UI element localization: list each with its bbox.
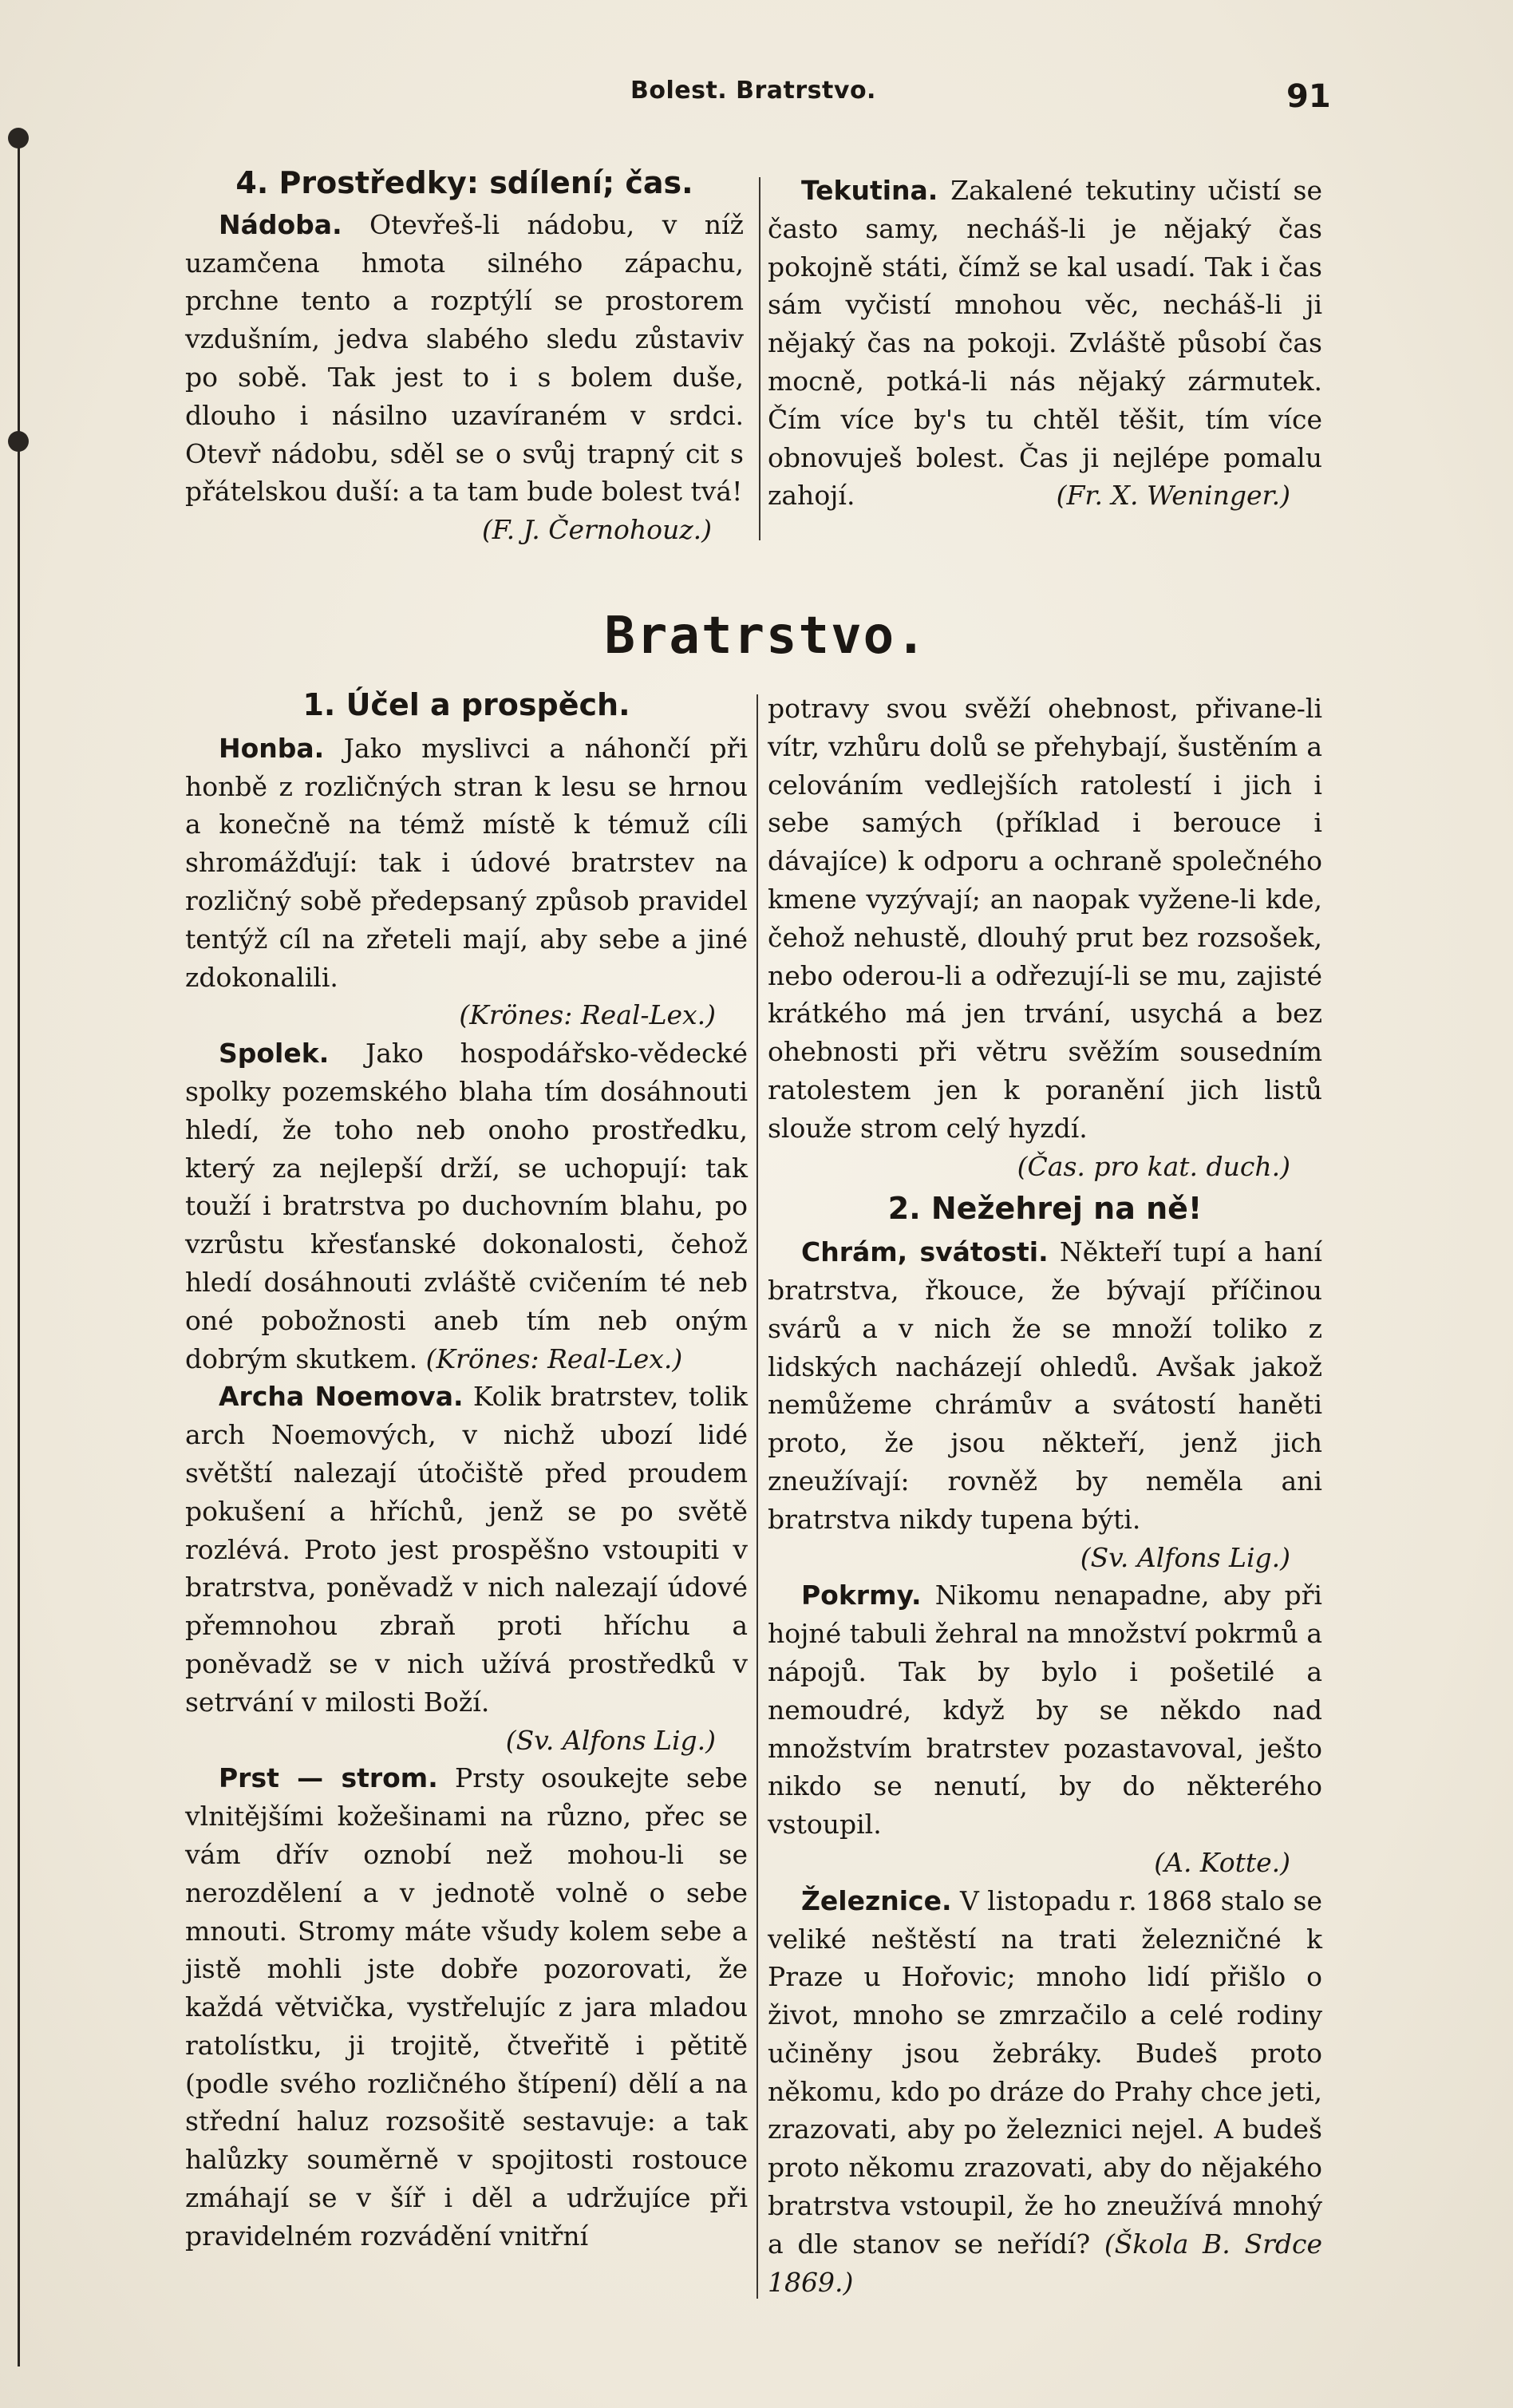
paragraph-keyword: Spolek.	[219, 1038, 330, 1070]
section-title: Bratrstvo.	[604, 607, 928, 666]
paragraph-text: Otevřeš-li nádobu, v níž uzamčena hmota silného zápachu, prchne tento a rozptýlí se prostorem vzdušním, jedva slabého sledu zůstaviv po sobě. Tak jest to i s bolem duše, dlouho i násilno uzavíraném v srdci. Otevř nádobu, sděl se o svůj trapný cit s přátelskou duší: a ta tam bude bolest tvá!	[185, 208, 744, 508]
binding-mark	[8, 431, 29, 452]
column-divider	[759, 177, 760, 540]
paragraph-text: Jako hospodářsko-vědecké spolky pozemského blaha tím dosáhnouti hledí, že toho neb onoho prostředku, který za nejlepší drží, se uchopují: tak touží i bratrstva po duchovním blahu, po vzrůstu křesťanské dokonalosti, čehož hledí dosáhnouti zvláště cvičením té neb oné pobožnosti aneb tím neb oným dobrým skutkem.	[185, 1038, 748, 1374]
paragraph	[768, 172, 1322, 515]
bottom-right-column	[768, 690, 1322, 2301]
paragraph-keyword: Pokrmy.	[801, 1580, 922, 1611]
citation: (Sv. Alfons Lig.)	[505, 1724, 716, 1756]
paragraph	[185, 1034, 748, 1378]
citation: (Krönes: Real-Lex.)	[459, 999, 716, 1031]
citation: (A. Kotte.)	[1154, 1846, 1290, 1878]
citation: (F. J. Černohouz.)	[481, 514, 712, 546]
paragraph-text: Nikomu nenapadne, aby při hojné tabuli žehral na množství pokrmů a nápojů. Tak by bylo i pošetilé a nemoudré, když by se někdo nad množstvím bratrstev pozastavoval, ješto nikdo se nenutí, by do některého vstoupil.	[768, 1580, 1322, 1841]
paragraph-keyword: Prst — strom.	[219, 1762, 438, 1794]
column-divider	[756, 694, 758, 2299]
paragraph-keyword: Železnice.	[801, 1884, 952, 1916]
paragraph-keyword: Chrám, svátosti.	[801, 1236, 1049, 1268]
paragraph	[185, 730, 748, 997]
bottom-left-column	[185, 686, 748, 2256]
paragraph-keyword: Tekutina.	[801, 175, 938, 206]
running-title: Bolest. Bratrstvo.	[630, 77, 876, 105]
paragraph-text: Jako myslivci a náhončí při honbě z rozličných stran k lesu se hrnou a konečně na témž místě k témuž cíli shromážďují: tak i údové bratrstev na rozličný sobě předepsaný způsob pravidel tentýž cíl na zřeteli mají, aby sebe a jiné zdokonalili.	[185, 732, 748, 993]
citation: (Krönes: Real-Lex.)	[425, 1342, 683, 1374]
citation: (Sv. Alfons Lig.)	[1080, 1541, 1290, 1573]
paragraph-text: V listopadu r. 1868 stalo se veliké neštěstí na trati železničné k Praze u Hořovic; mnoho lidí přišlo o život, mnoho se zmrzačilo a celé rodiny učiněny jsou žebráky. Budeš proto někomu, kdo po dráze do Prahy chce jeti, zrazovati, aby po železnici nejel. A budeš proto někomu zrazovati, aby do nějakého bratrstva vstoupil, že ho zneužívá mnohý a dle stanov se neřídí?	[768, 1884, 1322, 2260]
citation: (Fr. X. Weninger.)	[1056, 480, 1290, 512]
paragraph-text: Zakalené tekutiny učistí se často samy, necháš-li je nějaký čas pokojně státi, čímž se kal usadí. Tak i čas sám vyčistí mnohou věc, necháš-li ji nějaký čas na pokoji. Zvláště působí čas mocně, potká-li nás nějaký zármutek. Čím více by's tu chtěl těšit, tím více obnovuješ bolest. Čas ji nejlépe pomalu zahojí.	[768, 175, 1322, 512]
paragraph-text: Prsty osoukejte sebe vlnitějšími kožešinami na různo, přec se vám dřív oznobí než mohou-li se nerozdělení a v jednotě volně o sebe mnouti. Stromy máte všudy kolem sebe a jistě mohli jste dobře pozorovati, že každá větvička, vystřelujíc z jara mladou ratolístku, ji trojitě, čtveřitě i pětitě (podle svého rozličného štípení) dělí a na střední haluz rozsošitě sestavuje: a tak halůzky souměrně v spojitosti rostouce zmáhají se v šíř i děl a udržujíce při pravidelném rozvádění vnitřní	[185, 1762, 748, 2252]
paragraph	[185, 1759, 748, 2255]
paragraph	[768, 1882, 1322, 2302]
top-left-column	[185, 164, 744, 549]
page-number: 91	[1286, 78, 1331, 115]
citation: (Škola B. Srdce 1869.)	[768, 2228, 1322, 2298]
paragraph	[185, 1378, 748, 1721]
paragraph-text: Kolik bratrstev, tolik arch Noemových, v nichž ubozí lidé světští nalezají útočiště před proudem pokušení a hříchů, jenž se po světě rozlévá. Proto jest prospěšno vstoupiti v bratrstva, poněvadž v nich nalezají údové přemnohou zbraň proti hříchu a poněvadž se v nich užívá prostředků v setrvání v milosti Boží.	[185, 1381, 749, 1718]
binding-mark	[8, 128, 29, 148]
top-right-column	[768, 172, 1322, 515]
section-heading: 2. Nežehrej na ně!	[887, 1191, 1203, 1227]
citation: (Čas. pro kat. duch.)	[1017, 1150, 1290, 1182]
paragraph-keyword: Archa Noemova.	[219, 1381, 464, 1413]
binding-edge	[18, 140, 20, 2366]
section-heading: 4. Prostředky: sdílení; čas.	[235, 165, 693, 200]
section-heading: 1. Účel a prospěch.	[302, 687, 630, 722]
paragraph	[185, 206, 744, 511]
paragraph-text: Někteří tupí a haní bratrstva, řkouce, že bývají příčinou svárů a v nich že se množí toliko z lidských nacházejí ohledů. Avšak jakož nemůžeme chrámův a svátostí haněti proto, že jsou někteří, jenž jich zneužívají: rovněž by neměla ani bratrstva nikdy tupena býti.	[768, 1236, 1322, 1535]
paragraph: potravy svou svěží ohebnost, přivane-li vítr, vzhůru dolů se přehybají, šustěním a celováním vedlejších ratolestí i jich i sebe samých (příklad i berouce i dávajíce) k odporu a ochraně společného kmene vyzývají; an naopak vyžene-li kde, čehož nehustě, dlouhý prut bez rozsošek, nebo oderou-li a odřezují-li se mu, zajisté krátkého má jen trvání, usychá a bez ohebnosti při větru svěžím sousedním ratolestem jen k poranění jich listů slouže strom celý hyzdí.	[768, 693, 1322, 1144]
paragraph-keyword: Nádoba.	[219, 208, 342, 240]
paragraph	[768, 1576, 1322, 1844]
paragraph-keyword: Honba.	[219, 732, 325, 764]
paragraph	[768, 1233, 1322, 1538]
